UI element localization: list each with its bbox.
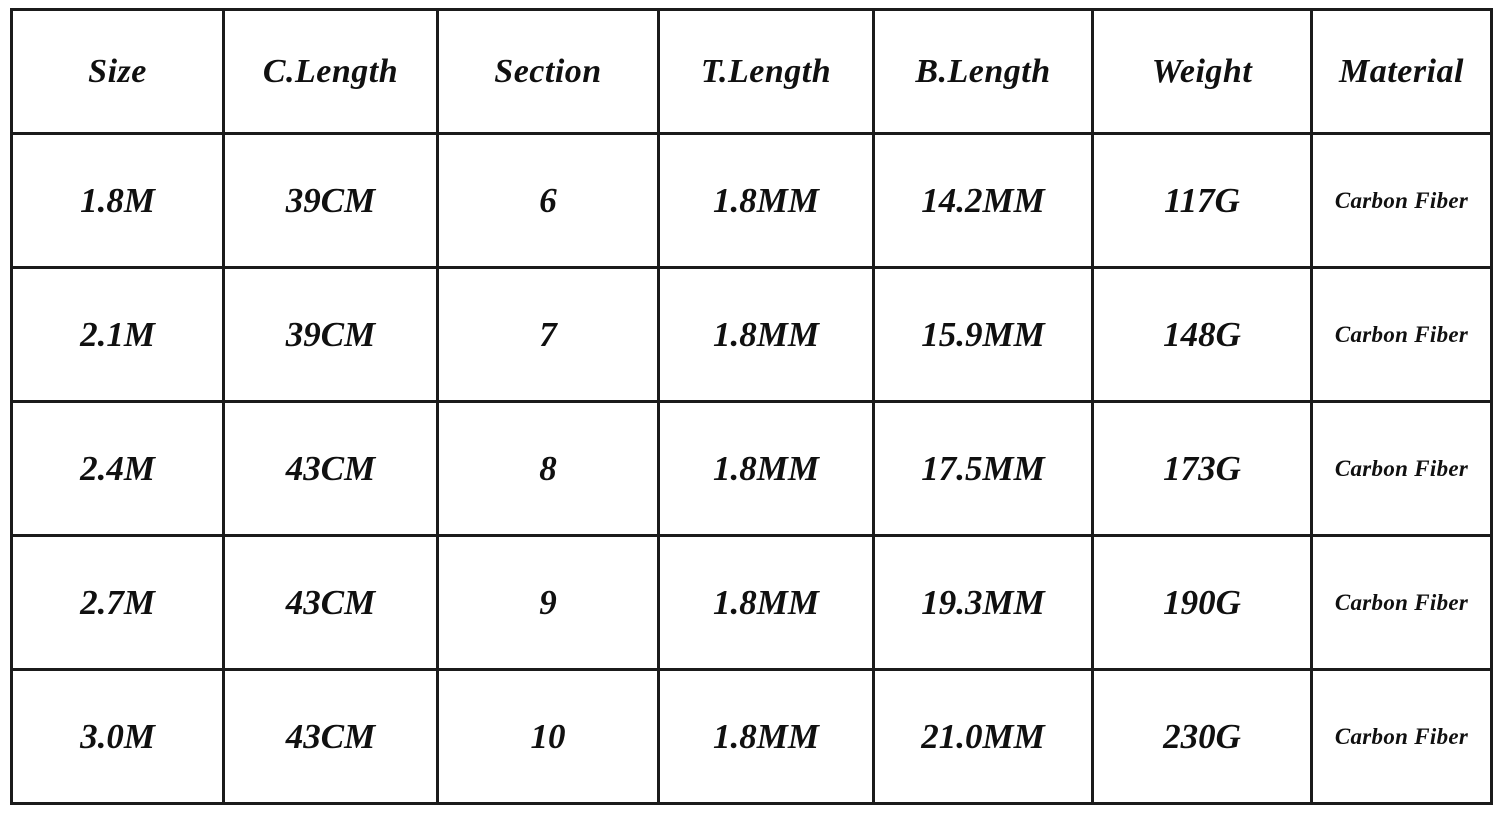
cell-material: Carbon Fiber <box>1312 402 1492 536</box>
cell-material: Carbon Fiber <box>1312 536 1492 670</box>
table-row <box>12 268 1492 402</box>
cell-clength: 39CM <box>224 268 438 402</box>
cell-weight: 117G <box>1093 134 1312 268</box>
table-row <box>12 134 1492 268</box>
cell-section: 7 <box>438 268 659 402</box>
column-header-weight: Weight <box>1093 10 1312 134</box>
cell-clength: 43CM <box>224 402 438 536</box>
cell-section: 10 <box>438 670 659 804</box>
cell-weight: 173G <box>1093 402 1312 536</box>
cell-blength: 19.3MM <box>874 536 1093 670</box>
cell-clength: 43CM <box>224 670 438 804</box>
cell-section: 6 <box>438 134 659 268</box>
cell-blength: 21.0MM <box>874 670 1093 804</box>
cell-clength: 39CM <box>224 134 438 268</box>
cell-tlength: 1.8MM <box>659 402 874 536</box>
column-header-section: Section <box>438 10 659 134</box>
cell-blength: 15.9MM <box>874 268 1093 402</box>
cell-material: Carbon Fiber <box>1312 268 1492 402</box>
cell-material: Carbon Fiber <box>1312 134 1492 268</box>
cell-weight: 230G <box>1093 670 1312 804</box>
header-row <box>12 10 1492 134</box>
cell-size: 3.0M <box>12 670 224 804</box>
cell-tlength: 1.8MM <box>659 670 874 804</box>
table-row <box>12 402 1492 536</box>
column-header-material: Material <box>1312 10 1492 134</box>
column-header-clength: C.Length <box>224 10 438 134</box>
cell-size: 2.4M <box>12 402 224 536</box>
cell-clength: 43CM <box>224 536 438 670</box>
column-header-blength: B.Length <box>874 10 1093 134</box>
column-header-size: Size <box>12 10 224 134</box>
column-header-tlength: T.Length <box>659 10 874 134</box>
cell-section: 8 <box>438 402 659 536</box>
table-row <box>12 536 1492 670</box>
cell-tlength: 1.8MM <box>659 268 874 402</box>
cell-section: 9 <box>438 536 659 670</box>
cell-blength: 17.5MM <box>874 402 1093 536</box>
table-row <box>12 670 1492 804</box>
cell-size: 2.7M <box>12 536 224 670</box>
spec-table <box>10 8 1493 805</box>
cell-tlength: 1.8MM <box>659 134 874 268</box>
cell-material: Carbon Fiber <box>1312 670 1492 804</box>
cell-weight: 148G <box>1093 268 1312 402</box>
cell-tlength: 1.8MM <box>659 536 874 670</box>
cell-size: 1.8M <box>12 134 224 268</box>
cell-weight: 190G <box>1093 536 1312 670</box>
cell-blength: 14.2MM <box>874 134 1093 268</box>
cell-size: 2.1M <box>12 268 224 402</box>
